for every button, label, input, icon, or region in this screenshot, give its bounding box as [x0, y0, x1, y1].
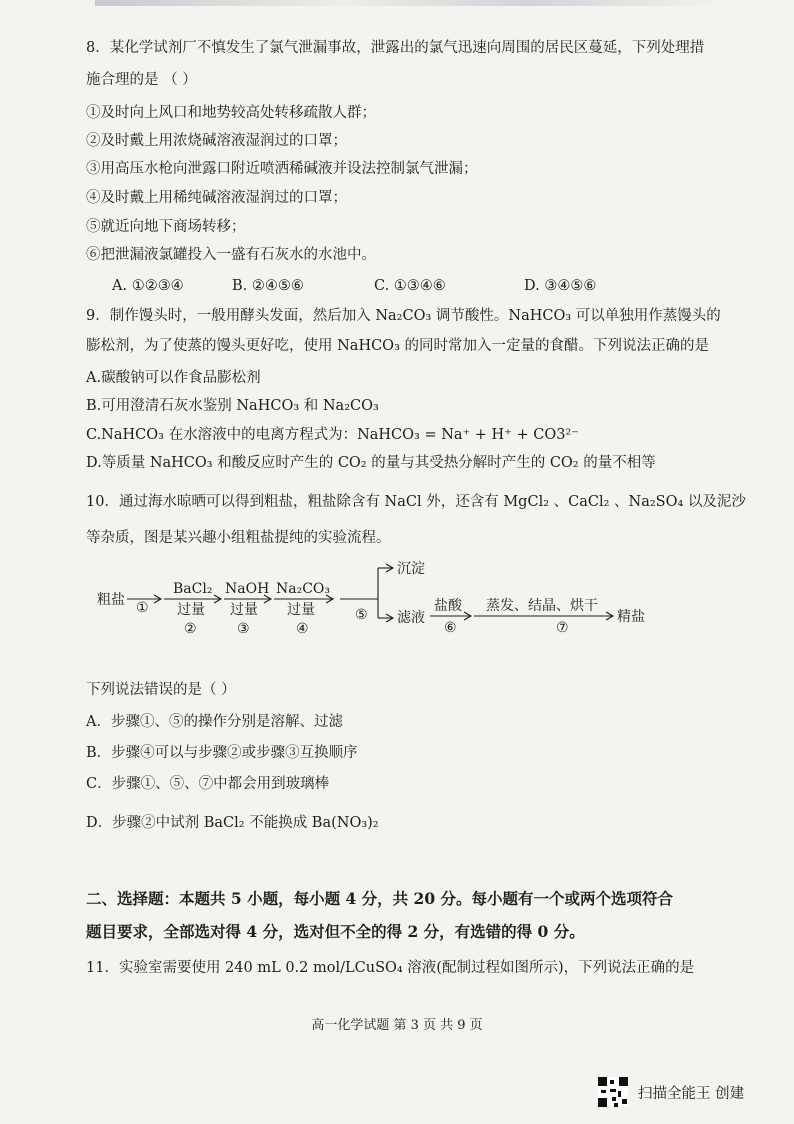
flow-product: 精盐	[617, 609, 645, 625]
flow-step-5: ⑤	[355, 607, 368, 623]
q9-option-b: B.可用澄清石灰水鉴别 NaHCO₃ 和 Na₂CO₃	[86, 398, 379, 414]
flow-reagent-3-note: 过量	[230, 602, 258, 618]
q10-stem-line-2: 等杂质，图是某兴趣小组粗盐提纯的实验流程。	[86, 530, 391, 546]
q8-item-2: ②及时戴上用浓烧碱溶液湿润过的口罩；	[86, 133, 347, 149]
flow-step-3: ③	[237, 621, 250, 637]
section2-heading-line-2: 题目要求，全部选对得 4 分，选对但不全的得 2 分，有选错的得 0 分。	[86, 922, 585, 941]
flow-step-4: ④	[296, 621, 309, 637]
q8-item-1: ①及时向上风口和地势较高处转移疏散人群；	[86, 105, 376, 121]
flow-arrowhead-3	[264, 595, 271, 603]
q8-item-6: ⑥把泄漏液氯罐投入一盛有石灰水的水池中。	[86, 247, 376, 263]
flow-precipitate: 沉淀	[397, 561, 425, 577]
q8-stem-line-1: 8．某化学试剂厂不慎发生了氯气泄漏事故，泄露出的氯气迅速向周围的居民区蔓延，下列处理措	[86, 40, 705, 56]
q9-option-a: A.碳酸钠可以作食品膨松剂	[86, 370, 261, 386]
q10-stem-line-1: 10．通过海水晾晒可以得到粗盐，粗盐除含有 NaCl 外，还含有 MgCl₂ 、CaCl₂ 、Na₂SO₄ 以及泥沙	[86, 494, 746, 510]
q9-stem-line-2: 膨松剂，为了使蒸的馒头更好吃，使用 NaHCO₃ 的同时常加入一定量的食醋。下列说法正确的是	[86, 338, 709, 354]
scan-shadow	[95, 0, 715, 6]
q10-option-a: A．步骤①、⑤的操作分别是溶解、过滤	[86, 714, 343, 730]
q8-option-c: C. ①③④⑥	[374, 278, 446, 294]
flow-step-6: ⑥	[444, 620, 457, 636]
q9-stem-line-1: 9．制作馒头时，一般用酵头发面，然后加入 Na₂CO₃ 调节酸性。NaHCO₃ 可以单独用作蒸馒头的	[86, 308, 721, 324]
flow-start: 粗盐	[97, 592, 125, 608]
q10-option-b: B．步骤④可以与步骤②或步骤③互换顺序	[86, 745, 358, 761]
flow-reagent-2-note: 过量	[177, 602, 205, 618]
flow-reagent-7: 蒸发、结晶、烘干	[486, 598, 598, 614]
section2-heading-line-1: 二、选择题：本题共 5 小题，每小题 4 分，共 20 分。每小题有一个或两个选项符合	[86, 889, 674, 908]
flow-reagent-4-note: 过量	[287, 602, 315, 618]
flow-arrowhead-2	[214, 595, 221, 603]
flow-step-7: ⑦	[556, 620, 569, 636]
flow-reagent-2: BaCl₂	[173, 581, 213, 597]
q8-option-a: A. ①②③④	[112, 278, 184, 294]
qr-code-icon	[598, 1077, 628, 1107]
flow-reagent-4: Na₂CO₃	[276, 581, 331, 597]
flow-filtrate: 滤液	[397, 610, 425, 626]
flow-arrowhead-7	[606, 612, 613, 620]
q9-option-d: D.等质量 NaHCO₃ 和酸反应时产生的 CO₂ 的量与其受热分解时产生的 CO₂ 的量不相等	[86, 455, 656, 471]
flow-arrowhead-1	[154, 595, 161, 603]
page-footer: 高一化学试题 第 3 页 共 9 页	[311, 1018, 483, 1033]
flow-reagent-3: NaOH	[225, 581, 270, 597]
q8-item-5: ⑤就近向地下商场转移；	[86, 219, 246, 235]
flow-reagent-6: 盐酸	[434, 598, 462, 614]
flow-branch-top-head	[386, 564, 393, 572]
scanner-watermark	[598, 1077, 744, 1107]
q8-option-b: B. ②④⑤⑥	[232, 278, 304, 294]
q8-option-d: D. ③④⑤⑥	[524, 278, 597, 294]
q9-option-c: C.NaHCO₃ 在水溶液中的电离方程式为：NaHCO₃ = Na⁺ + H⁺ + CO3²⁻	[86, 427, 579, 443]
scanner-watermark-text: 扫描全能王 创建	[638, 1085, 745, 1102]
q8-item-3: ③用高压水枪向泄露口附近喷洒稀碱液并设法控制氯气泄漏；	[86, 161, 478, 177]
q8-item-4: ④及时戴上用稀纯碱溶液湿润过的口罩；	[86, 190, 347, 206]
q10-ask: 下列说法错误的是（ ）	[86, 682, 236, 698]
flow-arrowhead-4	[326, 595, 333, 603]
flow-arrowhead-6	[464, 612, 471, 620]
q10-option-d: D．步骤②中试剂 BaCl₂ 不能换成 Ba(NO₃)₂	[86, 815, 379, 831]
flow-step-2: ②	[184, 621, 197, 637]
flow-branch-bottom-head	[386, 614, 393, 622]
q10-option-c: C．步骤①、⑤、⑦中都会用到玻璃棒	[86, 776, 330, 792]
flow-step-1: ①	[136, 600, 149, 616]
q8-stem-line-2: 施合理的是 （ ）	[86, 72, 197, 88]
q11-stem: 11．实验室需要使用 240 mL 0.2 mol/LCuSO₄ 溶液(配制过程如图所示)，下列说法正确的是	[86, 960, 695, 976]
